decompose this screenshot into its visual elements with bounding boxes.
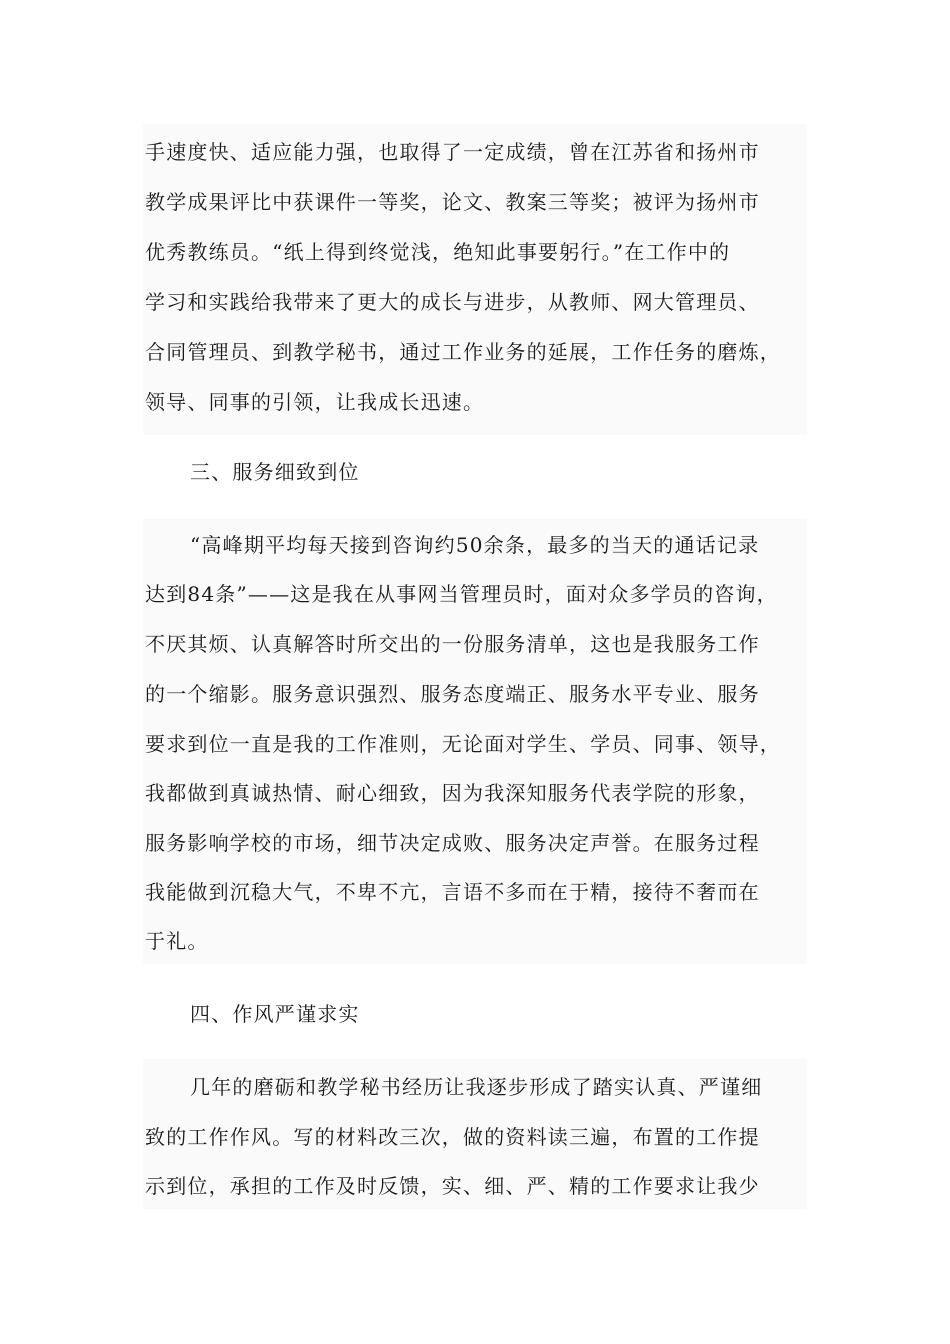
text-block	[143, 124, 807, 435]
paragraph-line: 致的工作作风。写的材料改三次，做的资料读三遍，布置的工作提	[145, 1125, 760, 1149]
section-heading: 三、服务细致到位	[190, 460, 360, 484]
paragraph-line: 服务影响学校的市场，细节决定成败、服务决定声誉。在服务过程	[145, 831, 760, 855]
paragraph-line: 要求到位一直是我的工作准则，无论面对学生、学员、同事、领导，	[145, 732, 781, 756]
paragraph-line: 的一个缩影。服务意识强烈、服务态度端正、服务水平专业、服务	[145, 682, 760, 706]
paragraph-line: 示到位，承担的工作及时反馈，实、细、严、精的工作要求让我少	[145, 1174, 760, 1198]
paragraph-line: 手速度快、适应能力强，也取得了一定成绩，曾在江苏省和扬州市	[145, 140, 760, 164]
paragraph-line: 合同管理员、到教学秘书，通过工作业务的延展，工作任务的磨炼，	[145, 340, 781, 364]
paragraph-line: 领导、同事的引领，让我成长迅速。	[145, 390, 485, 414]
paragraph-line: 达到84条”——这是我在从事网当管理员时，面对众多学员的咨询，	[145, 582, 778, 606]
paragraph-line: 几年的磨砺和教学秘书经历让我逐步形成了踏实认真、严谨细	[190, 1075, 763, 1099]
paragraph-line: 我能做到沉稳大气，不卑不亢，言语不多而在于精，接待不奢而在	[145, 880, 760, 904]
paragraph-line: 优秀教练员。“纸上得到终觉浅，绝知此事要躬行。”在工作中的	[145, 240, 731, 264]
section-heading: 四、作风严谨求实	[190, 1002, 360, 1026]
paragraph-line: 于礼。	[145, 929, 209, 953]
paragraph-line: “高峰期平均每天接到咨询约50余条，最多的当天的通话记录	[190, 533, 760, 557]
paragraph-line: 我都做到真诚热情、耐心细致，因为我深知服务代表学院的形象，	[145, 781, 760, 805]
paragraph-line: 教学成果评比中获课件一等奖，论文、教案三等奖；被评为扬州市	[145, 190, 760, 214]
paragraph-line: 不厌其烦、认真解答时所交出的一份服务清单，这也是我服务工作	[145, 632, 760, 656]
paragraph-line: 学习和实践给我带来了更大的成长与进步，从教师、网大管理员、	[145, 290, 760, 314]
